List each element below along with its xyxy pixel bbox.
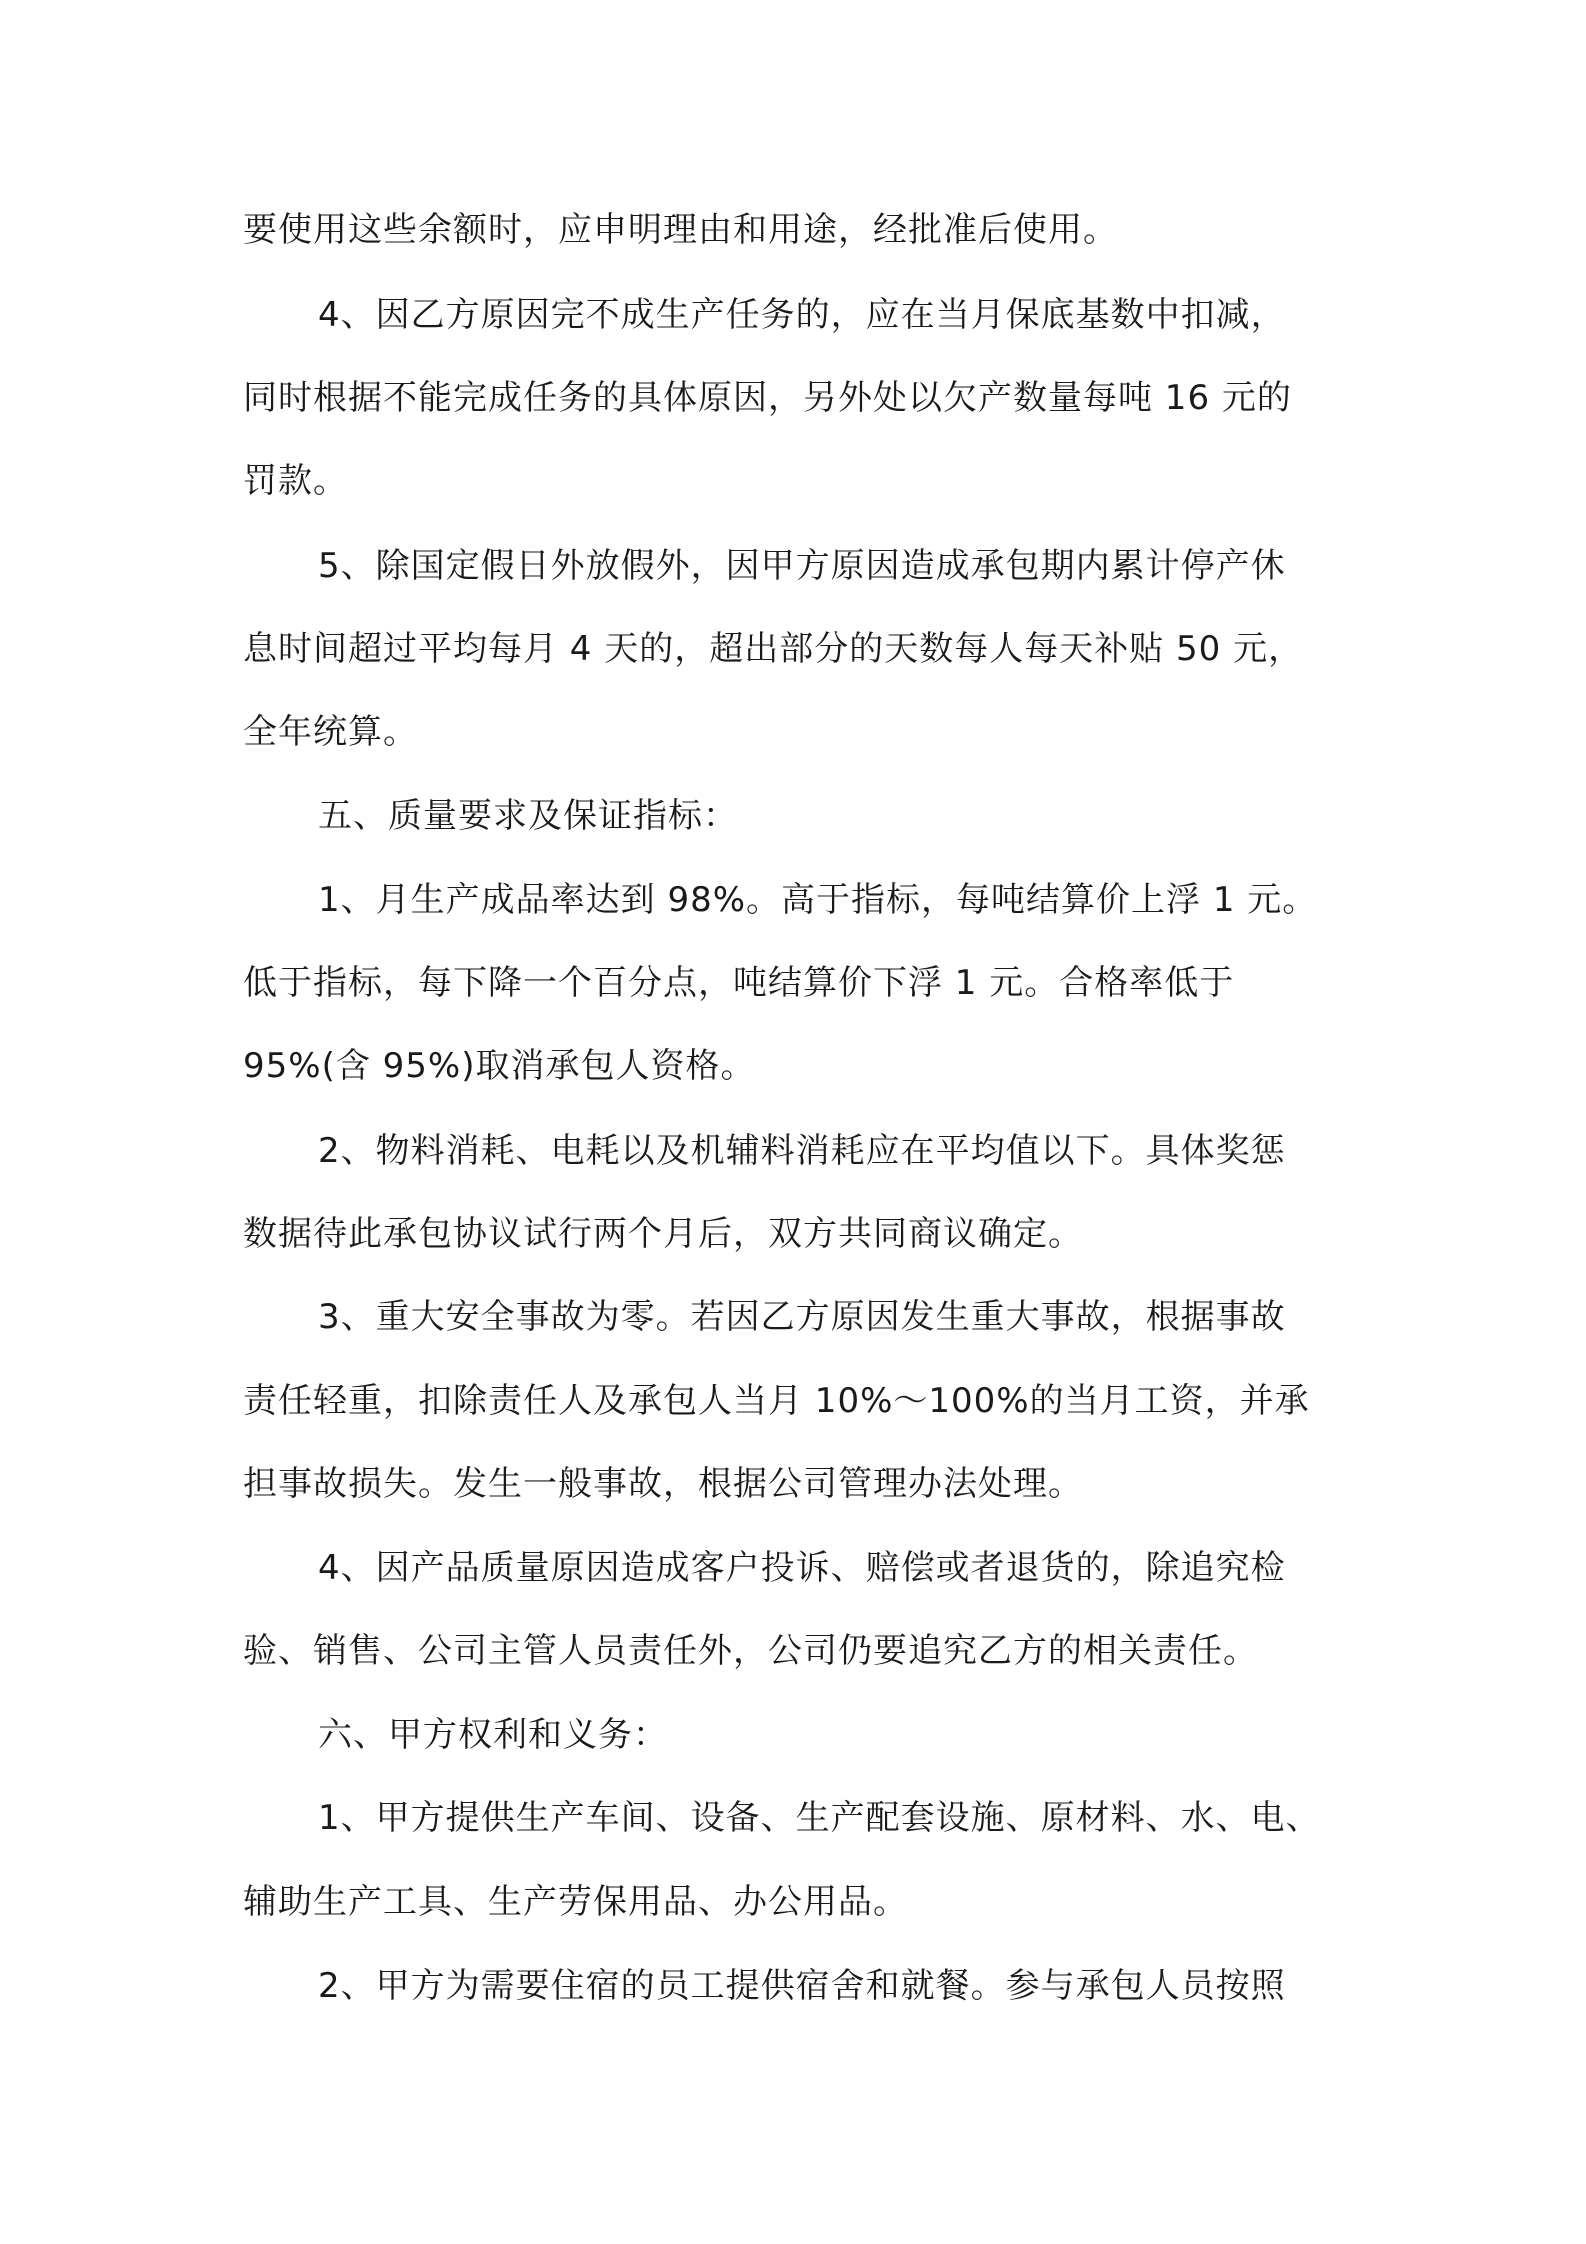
section-heading: 五、质量要求及保证指标： [318,796,738,836]
text-line: 1、月生产成品率达到 98%。高于指标，每吨结算价上浮 1 元。 [318,880,1318,920]
text-line: 95%(含 95%)取消承包人资格。 [243,1046,756,1086]
text-line: 3、重大安全事故为零。若因乙方原因发生重大事故，根据事故 [318,1297,1286,1337]
text-line: 2、甲方为需要住宿的员工提供宿舍和就餐。参与承包人员按照 [318,1966,1286,2006]
text-line: 低于指标，每下降一个百分点，吨结算价下浮 1 元。合格率低于 [243,963,1235,1003]
text-line: 同时根据不能完成任务的具体原因，另外处以欠产数量每吨 16 元的 [243,378,1292,418]
text-line: 责任轻重，扣除责任人及承包人当月 10%～100%的当月工资，并承 [243,1381,1310,1421]
text-line: 验、销售、公司主管人员责任外，公司仍要追究乙方的相关责任。 [243,1631,1258,1671]
text-line: 2、物料消耗、电耗以及机辅料消耗应在平均值以下。具体奖惩 [318,1131,1286,1171]
text-line: 担事故损失。发生一般事故，根据公司管理办法处理。 [243,1464,1083,1504]
text-line: 4、因产品质量原因造成客户投诉、赔偿或者退货的，除追究检 [318,1548,1286,1588]
text-line: 息时间超过平均每月 4 天的，超出部分的天数每人每天补贴 50 元， [243,629,1304,669]
text-line: 5、除国定假日外放假外，因甲方原因造成承包期内累计停产休 [318,546,1286,586]
text-line: 辅助生产工具、生产劳保用品、办公用品。 [243,1882,908,1922]
text-line: 全年统算。 [243,712,418,752]
text-line: 1、甲方提供生产车间、设备、生产配套设施、原材料、水、电、 [318,1798,1321,1838]
text-line: 要使用这些余额时，应申明理由和用途，经批准后使用。 [243,210,1118,250]
text-line: 罚款。 [243,461,348,501]
section-heading: 六、甲方权利和义务： [318,1715,668,1755]
text-line: 数据待此承包协议试行两个月后，双方共同商议确定。 [243,1214,1083,1254]
text-line: 4、因乙方原因完不成生产任务的，应在当月保底基数中扣减， [318,295,1286,335]
